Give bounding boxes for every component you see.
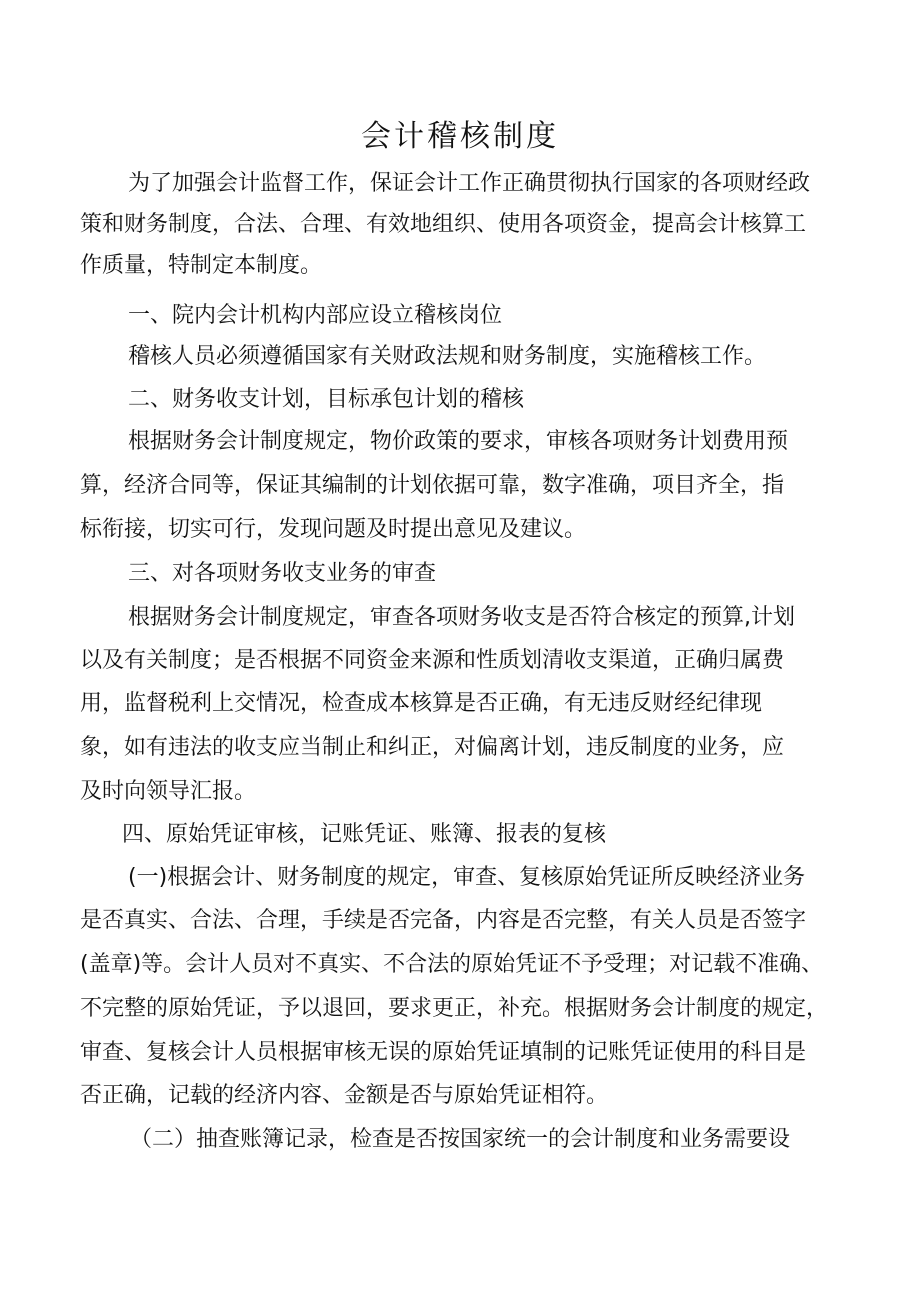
paragraph-line: 稽核人员必须遵循国家有关财政法规和财务制度，实施稽核工作。	[128, 344, 767, 369]
section-heading: 三、对各项财务收支业务的审查	[128, 561, 437, 586]
paragraph-line: 算，经济合同等，保证其编制的计划依据可靠，数字准确，项目齐全，指	[80, 473, 785, 498]
paragraph-line: 审查、复核会计人员根据审核无误的原始凭证填制的记账凭证使用的科目是	[80, 1040, 807, 1065]
paragraph-line: 根据财务会计制度规定，审查各项财务收支是否符合核定的预算,计划	[128, 605, 795, 630]
paragraph-line: 否正确，记载的经济内容、金额是否与原始凭证相符。	[80, 1083, 609, 1108]
paragraph-line: 为了加强会计监督工作，保证会计工作正确贯彻执行国家的各项财经政	[128, 171, 811, 196]
paragraph-line: 象，如有违法的收支应当制止和纠正，对偏离计划，违反制度的业务，应	[80, 735, 785, 760]
section-heading: 一、院内会计机构内部应设立稽核岗位	[128, 303, 503, 328]
paragraph-line: (盖章)等。会计人员对不真实、不合法的原始凭证不予受理；对记载不准确、	[80, 952, 824, 977]
paragraph-line: 作质量，特制定本制度。	[80, 253, 323, 278]
section-heading: 四、原始凭证审核，记账凭证、账簿、报表的复核	[122, 822, 607, 847]
paragraph-line: 以及有关制度；是否根据不同资金来源和性质划清收支渠道，正确归属费	[80, 648, 785, 673]
paragraph-line: 及时向领导汇报。	[80, 779, 257, 804]
section-heading: 二、财务收支计划，目标承包计划的稽核	[128, 387, 525, 412]
paragraph-line: 策和财务制度，合法、合理、有效地组织、使用各项资金，提高会计核算工	[80, 212, 807, 237]
paragraph-line: 用，监督税利上交情况，检查成本核算是否正确，有无违反财经纪律现	[80, 691, 763, 716]
paragraph-line: 不完整的原始凭证，予以退回，要求更正，补充。根据财务会计制度的规定，	[80, 996, 829, 1021]
paragraph-line: （二）抽查账簿记录，检查是否按国家统一的会计制度和业务需要设	[130, 1127, 791, 1152]
paragraph-line: 根据财务会计制度规定，物价政策的要求，审核各项财务计划费用预	[128, 429, 789, 454]
paragraph-line: (一)根据会计、财务制度的规定，审查、复核原始凭证所反映经济业务	[128, 865, 806, 890]
document-title: 会计稽核制度	[361, 119, 559, 154]
paragraph-line: 标衔接，切实可行，发现问题及时提出意见及建议。	[80, 517, 587, 542]
paragraph-line: 是否真实、合法、合理，手续是否完备，内容是否完整，有关人员是否签字	[80, 908, 807, 933]
